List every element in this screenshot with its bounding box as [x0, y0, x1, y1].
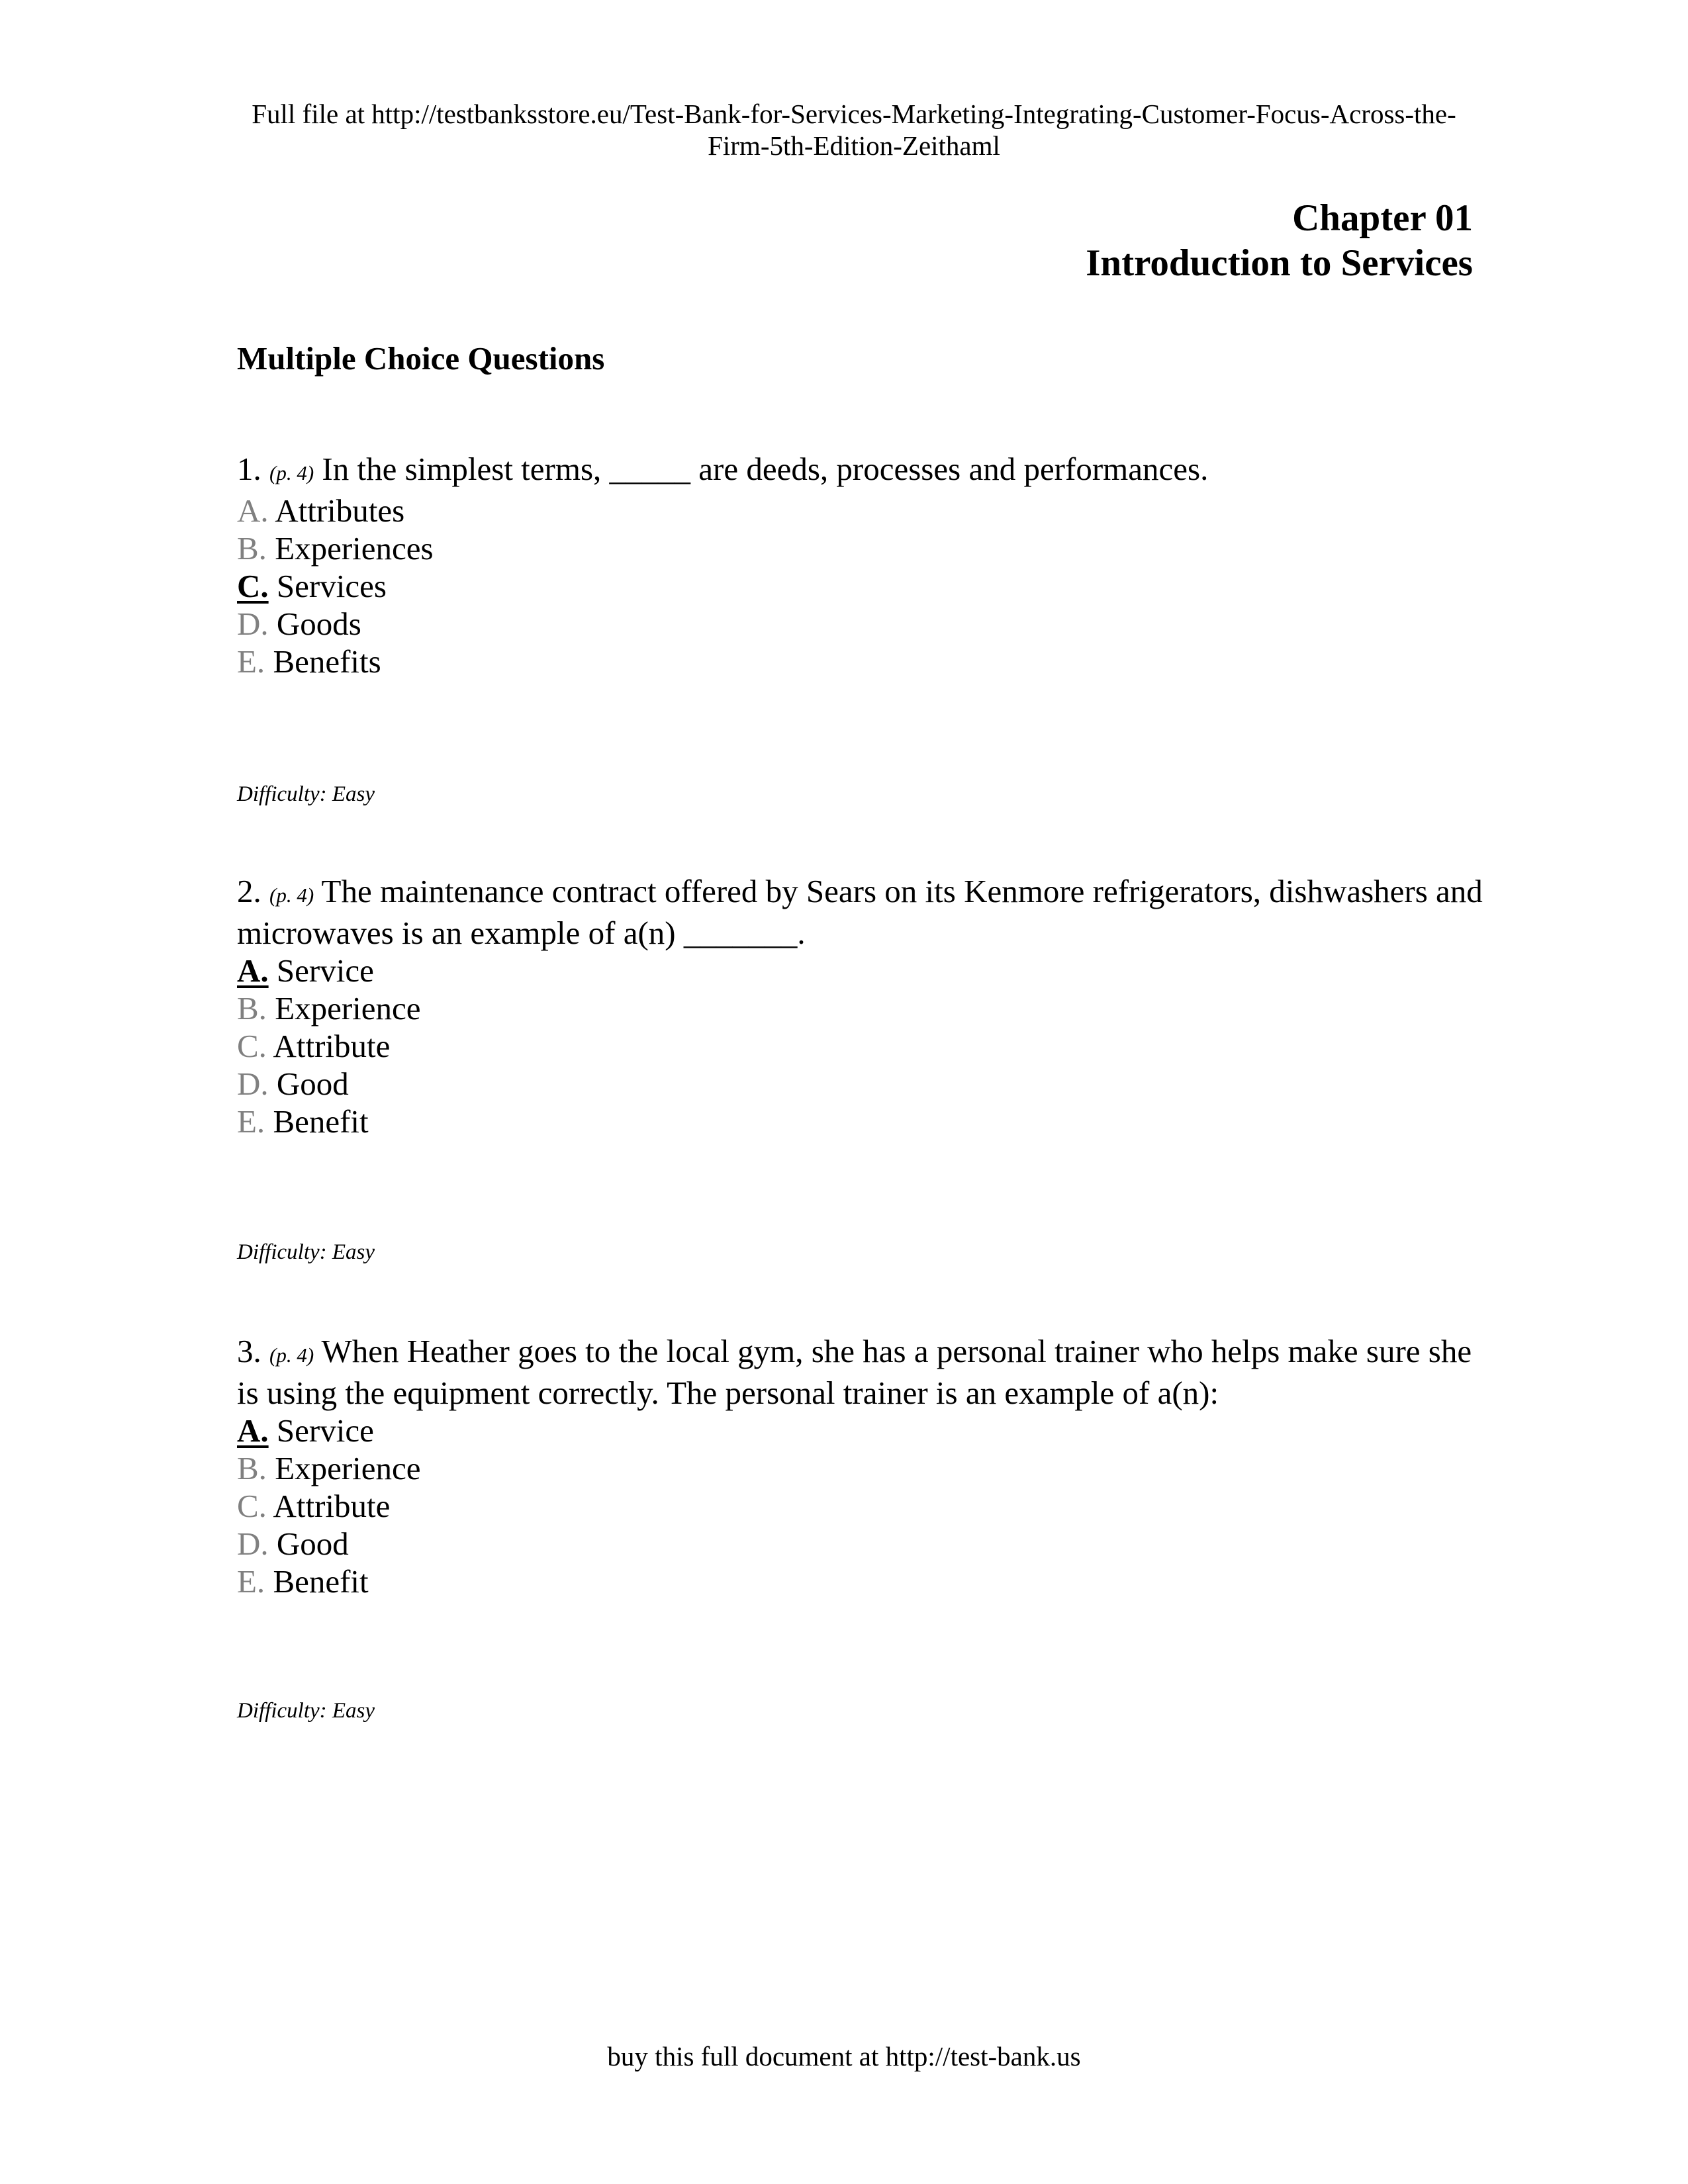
question-text: In the simplest terms, _____ are deeds, processes and performances.: [322, 451, 1209, 487]
option-letter: B.: [237, 990, 267, 1026]
question-2: [237, 872, 1485, 1140]
option-d: [237, 1065, 1485, 1103]
difficulty-label: Difficulty: Easy: [237, 1240, 375, 1264]
option-text: Good: [276, 1525, 349, 1562]
option-letter: A.: [237, 492, 269, 529]
option-b: [237, 1449, 1485, 1487]
option-d: [237, 1525, 1485, 1563]
option-text: Goods: [276, 606, 361, 642]
option-text: Attribute: [273, 1028, 391, 1064]
option-letter: D.: [237, 1066, 269, 1102]
option-c-correct: [237, 567, 1485, 605]
header-line-2: Firm-5th-Edition-Zeithaml: [708, 130, 1000, 161]
option-text: Attribute: [273, 1488, 391, 1524]
footer-note: buy this full document at http://test-bank.us: [607, 2041, 1081, 2071]
section-title: Multiple Choice Questions: [237, 340, 605, 377]
question-stem: [237, 1332, 1485, 1412]
question-1: [237, 450, 1485, 680]
question-3: [237, 1332, 1485, 1600]
option-text: Benefit: [273, 1563, 369, 1600]
header-line-1: Full file at http://testbanksstore.eu/Test-Bank-for-Services-Marketing-Integrating-Customer-Focus-Across-the-: [252, 99, 1456, 129]
option-a-correct: [237, 1412, 1485, 1449]
option-d: [237, 605, 1485, 643]
option-letter: B.: [237, 1450, 267, 1486]
option-letter: E.: [237, 1563, 265, 1600]
option-text: Experience: [275, 990, 421, 1026]
question-stem: [237, 450, 1485, 492]
question-text: The maintenance contract offered by Sears on its Kenmore refrigerators, dishwashers and microwaves is an example of a(n) _______.: [237, 873, 1483, 951]
option-text: Services: [276, 568, 387, 604]
option-letter: A.: [237, 952, 269, 989]
page-reference: (p. 4): [269, 884, 314, 907]
answer-options: [237, 1412, 1485, 1600]
option-text: Experiences: [275, 530, 434, 567]
difficulty-label: Difficulty: Easy: [237, 782, 375, 806]
page-reference: (p. 4): [269, 461, 314, 484]
answer-options: [237, 492, 1485, 680]
option-c: [237, 1027, 1485, 1065]
option-text: Service: [276, 952, 374, 989]
chapter-number: Chapter 01: [1292, 197, 1473, 239]
option-a: [237, 492, 1485, 529]
answer-options: [237, 952, 1485, 1140]
question-number: 2.: [237, 873, 261, 909]
question-number: 3.: [237, 1333, 261, 1369]
option-a-correct: [237, 952, 1485, 989]
option-letter: C.: [237, 568, 269, 604]
option-c: [237, 1487, 1485, 1525]
option-b: [237, 529, 1485, 567]
option-text: Good: [276, 1066, 349, 1102]
question-number: 1.: [237, 451, 261, 487]
option-letter: E.: [237, 643, 265, 680]
page-reference: (p. 4): [269, 1343, 314, 1367]
header-note: [225, 98, 1483, 161]
option-letter: A.: [237, 1412, 269, 1449]
option-letter: D.: [237, 1525, 269, 1562]
option-letter: B.: [237, 530, 267, 567]
option-text: Experience: [275, 1450, 421, 1486]
option-text: Benefit: [273, 1103, 369, 1140]
option-e: [237, 643, 1485, 680]
option-text: Benefits: [273, 643, 381, 680]
option-text: Attributes: [275, 492, 405, 529]
option-letter: E.: [237, 1103, 265, 1140]
chapter-heading: [1086, 196, 1473, 286]
option-e: [237, 1563, 1485, 1600]
option-letter: D.: [237, 606, 269, 642]
option-letter: C.: [237, 1028, 267, 1064]
question-text: When Heather goes to the local gym, she has a personal trainer who helps make sure she is using the equipment correctly. The personal trainer is an example of a(n):: [237, 1333, 1472, 1411]
chapter-title: Introduction to Services: [1086, 242, 1473, 284]
option-b: [237, 989, 1485, 1027]
question-stem: [237, 872, 1485, 952]
option-e: [237, 1103, 1485, 1140]
option-letter: C.: [237, 1488, 267, 1524]
difficulty-label: Difficulty: Easy: [237, 1699, 375, 1723]
option-text: Service: [276, 1412, 374, 1449]
